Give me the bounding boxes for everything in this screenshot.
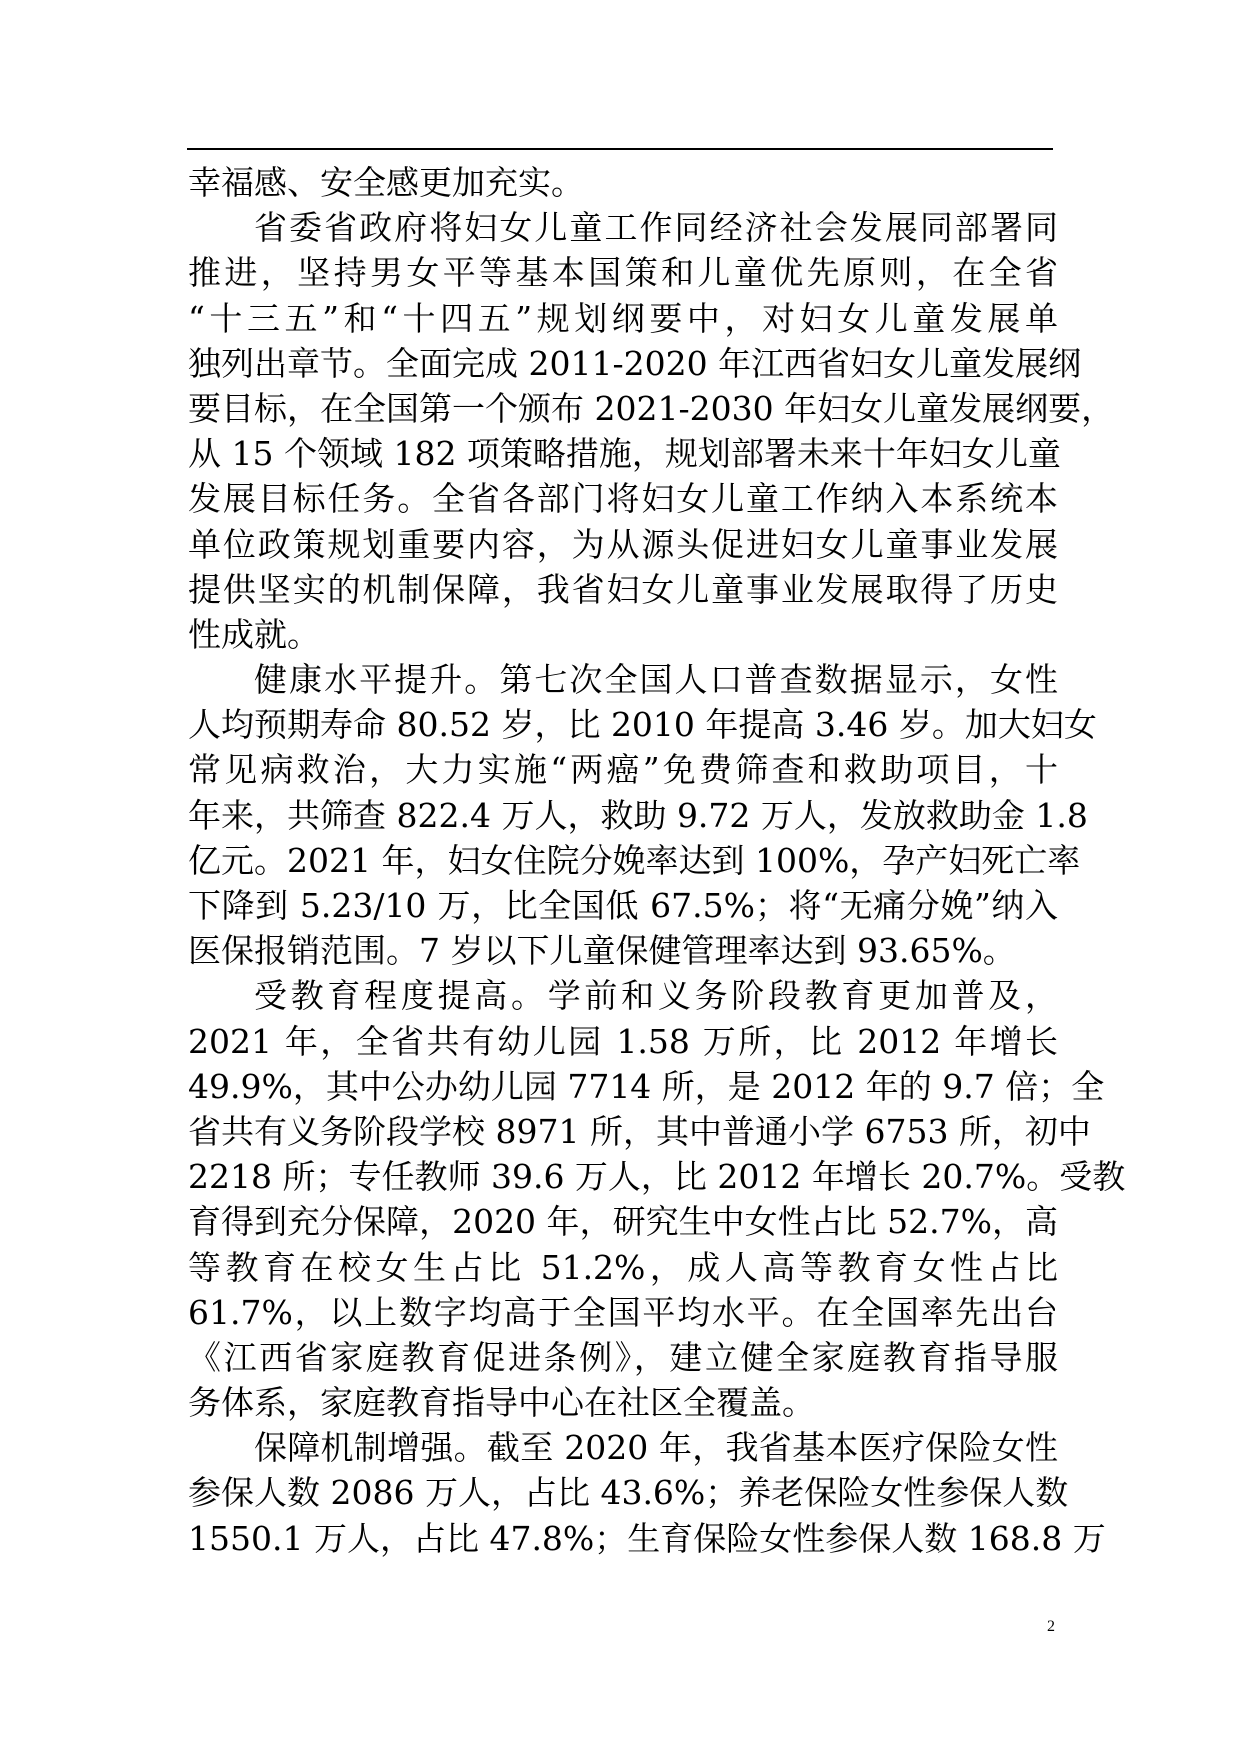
- text-line: 务体系，家庭教育指导中心在社区全覆盖。: [188, 1383, 815, 1423]
- text-line: 2218 所；专任教师 39.6 万人，比 2012 年增长 20.7%。受教: [188, 1157, 1126, 1197]
- text-line: 性成就。: [188, 614, 320, 654]
- text-line: 受教育程度提高。学前和义务阶段教育更加普及，: [254, 976, 1058, 1016]
- text-line: 2021 年，全省共有幼儿园 1.58 万所，比 2012 年增长: [188, 1021, 1058, 1061]
- text-line: 育得到充分保障，2020 年，研究生中女性占比 52.7%，高: [188, 1202, 1058, 1242]
- text-line: 健康水平提升。第七次全国人口普查数据显示，女性: [254, 660, 1058, 700]
- text-line: 亿元。2021 年，妇女住院分娩率达到 100%，孕产妇死亡率: [188, 840, 1081, 880]
- text-line: “十三五”和“十四五”规划纲要中，对妇女儿童发展单: [188, 298, 1058, 338]
- text-line: 医保报销范围。7 岁以下儿童保健管理率达到 93.65%。: [188, 931, 1016, 971]
- text-line: 保障机制增强。截至 2020 年，我省基本医疗保险女性: [254, 1428, 1058, 1468]
- text-line: 单位政策规划重要内容，为从源头促进妇女儿童事业发展: [188, 524, 1058, 564]
- text-line: 要目标，在全国第一个颁布 2021-2030 年妇女儿童发展纲要，: [188, 388, 1115, 428]
- text-line: 幸福感、安全感更加充实。: [188, 163, 584, 202]
- text-line: 61.7%，以上数字均高于全国平均水平。在全国率先出台: [188, 1292, 1058, 1332]
- text-line: 省委省政府将妇女儿童工作同经济社会发展同部署同: [254, 208, 1058, 248]
- text-line: 省共有义务阶段学校 8971 所，其中普通小学 6753 所，初中: [188, 1111, 1091, 1151]
- header-rule: [187, 148, 1053, 150]
- text-line: 独列出章节。全面完成 2011-2020 年江西省妇女儿童发展纲: [188, 343, 1082, 383]
- text-line: 等教育在校女生占比 51.2%，成人高等教育女性占比: [188, 1247, 1058, 1287]
- text-line: 推进，坚持男女平等基本国策和儿童优先原则，在全省: [188, 253, 1058, 293]
- page-number: 2: [1047, 1618, 1055, 1635]
- text-line: 人均预期寿命 80.52 岁，比 2010 年提高 3.46 岁。加大妇女: [188, 705, 1097, 745]
- body-text: [188, 160, 1126, 1561]
- text-line: 参保人数 2086 万人，占比 43.6%；养老保险女性参保人数: [188, 1473, 1069, 1513]
- text-line: 发展目标任务。全省各部门将妇女儿童工作纳入本系统本: [188, 479, 1058, 519]
- text-line: 1550.1 万人，占比 47.8%；生育保险女性参保人数 168.8 万: [188, 1518, 1106, 1558]
- text-line: 常见病救治，大力实施“两癌”免费筛查和救助项目，十: [188, 750, 1058, 790]
- text-line: 下降到 5.23/10 万，比全国低 67.5%；将“无痛分娩”纳入: [188, 886, 1058, 925]
- text-line: 《江西省家庭教育促进条例》，建立健全家庭教育指导服: [188, 1337, 1058, 1377]
- text-line: 提供坚实的机制保障，我省妇女儿童事业发展取得了历史: [188, 569, 1058, 609]
- text-line: 年来，共筛查 822.4 万人，救助 9.72 万人，发放救助金 1.8: [188, 795, 1088, 835]
- text-line: 从 15 个领域 182 项策略措施，规划部署未来十年妇女儿童: [188, 434, 1061, 474]
- text-line: 49.9%，其中公办幼儿园 7714 所，是 2012 年的 9.7 倍；全: [188, 1066, 1105, 1106]
